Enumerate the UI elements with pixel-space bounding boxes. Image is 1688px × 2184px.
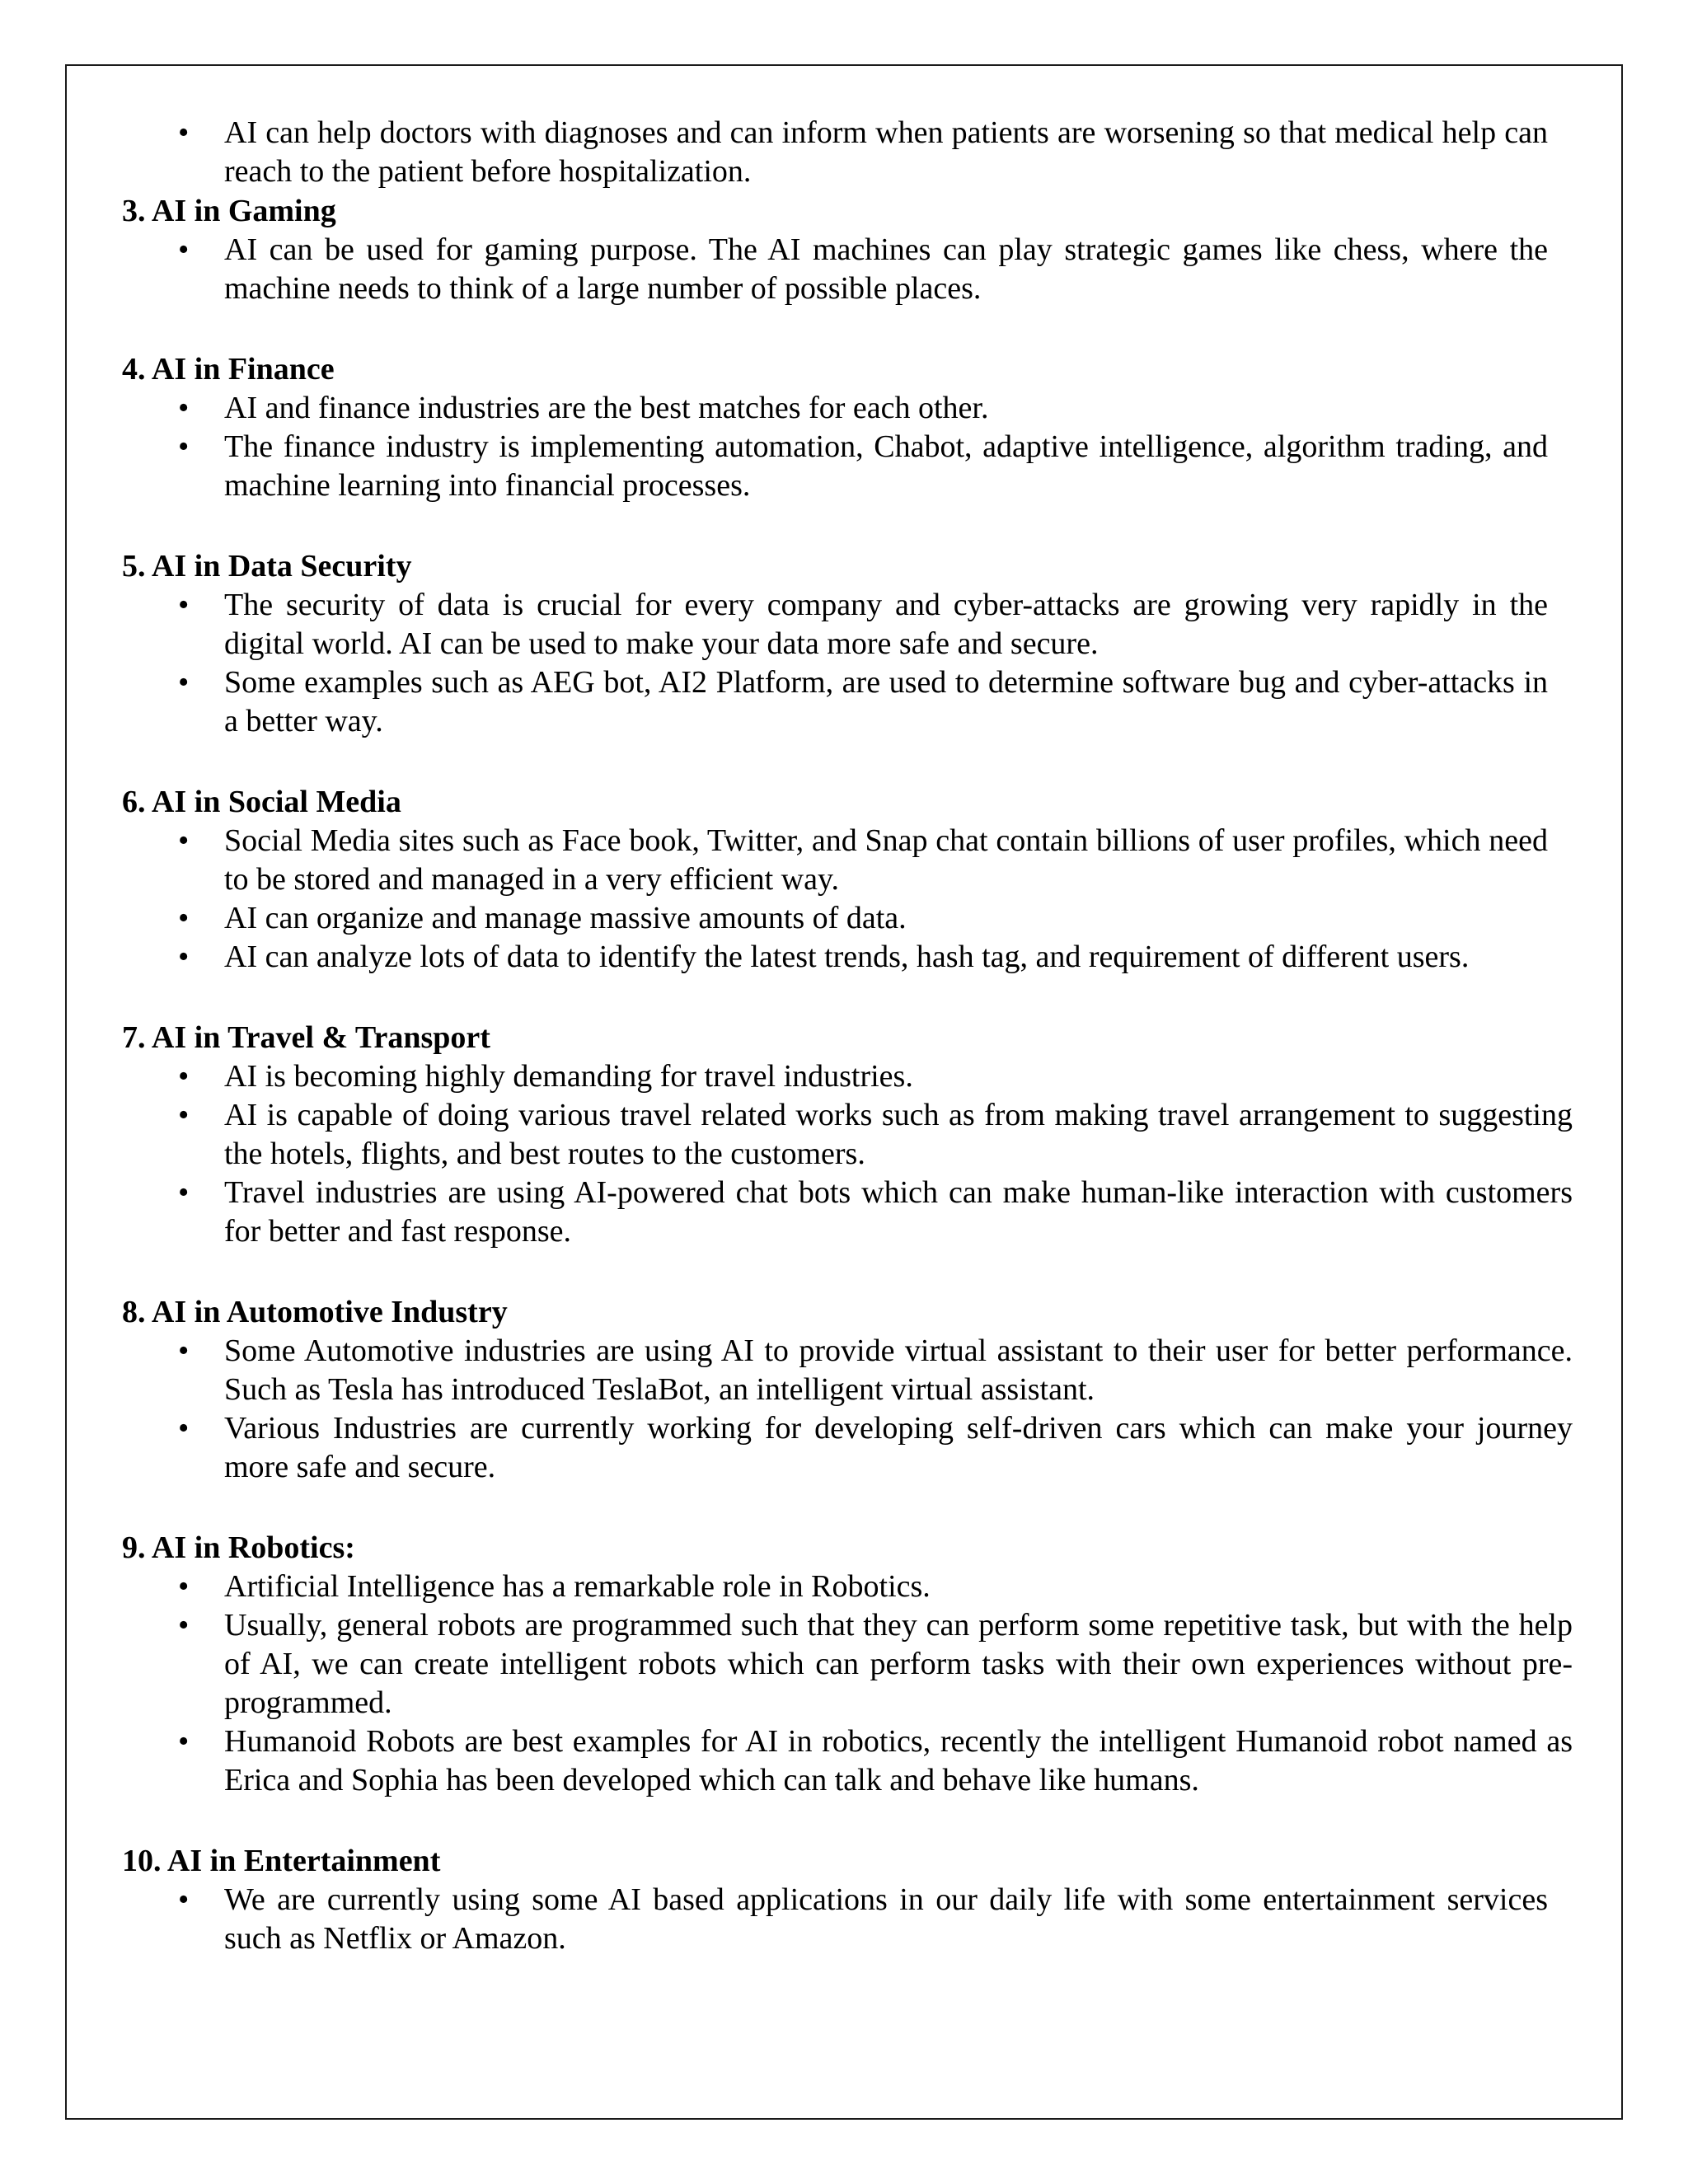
list-item	[122, 389, 1573, 428]
bullet-text: Artificial Intelligence has a remarkable role in Robotics.	[224, 1569, 931, 1604]
list-item	[122, 586, 1573, 663]
bullet-icon: •	[178, 940, 190, 974]
section-heading: 7. AI in Travel & Transport	[122, 1020, 490, 1055]
bullet-list	[122, 1881, 1573, 1958]
bullet-list	[122, 1057, 1573, 1251]
bullet-text: AI is capable of doing various travel related works such as from making travel arrangement to suggesting the hotels, flights, and best routes to the customers.	[224, 1098, 1573, 1171]
bullet-icon: •	[178, 1882, 190, 1917]
bullet-icon: •	[178, 1333, 190, 1368]
list-item	[122, 1568, 1573, 1606]
bullet-text: Travel industries are using AI-powered chat bots which can make human-like interaction with customers for better and fast response.	[224, 1175, 1573, 1249]
list-item	[122, 1174, 1573, 1251]
section-heading: 4. AI in Finance	[122, 352, 335, 387]
bullet-text: AI is becoming highly demanding for travel industries.	[224, 1059, 913, 1094]
section-heading: 3. AI in Gaming	[122, 194, 336, 228]
bullet-text: AI can analyze lots of data to identify the latest trends, hash tag, and requirement of different users.	[224, 940, 1470, 974]
bullet-icon: •	[178, 429, 190, 464]
section-travel-transport	[122, 1018, 1573, 1251]
bullet-text: Social Media sites such as Face book, Twitter, and Snap chat contain billions of user profiles, which need to be stored and managed in a very efficient way.	[224, 823, 1548, 897]
bullet-list	[122, 822, 1573, 977]
list-item	[122, 1332, 1573, 1409]
section-heading: 6. AI in Social Media	[122, 785, 401, 819]
list-item	[122, 1881, 1573, 1958]
list-item	[122, 822, 1573, 899]
bullet-text: The security of data is crucial for every company and cyber-attacks are growing very rapidly in the digital world. AI can be used to make your data more safe and secure.	[224, 588, 1548, 661]
section-robotics	[122, 1528, 1573, 1800]
section-data-security	[122, 546, 1573, 741]
bullet-text: Usually, general robots are programmed such that they can perform some repetitive task, but with the help of AI, we can create intelligent robots which can perform tasks with their own experiences without pre-programmed.	[224, 1608, 1573, 1720]
bullet-text: Some examples such as AEG bot, AI2 Platform, are used to determine software bug and cyber-attacks in a better way.	[224, 665, 1548, 738]
bullet-icon: •	[178, 115, 190, 150]
bullet-icon: •	[178, 588, 190, 622]
list-item	[122, 663, 1573, 741]
bullet-icon: •	[178, 1098, 190, 1132]
list-item	[122, 1057, 1573, 1096]
bullet-text: AI can organize and manage massive amounts of data.	[224, 901, 907, 935]
section-heading: 8. AI in Automotive Industry	[122, 1295, 508, 1329]
bullet-text: AI can be used for gaming purpose. The AI machines can play strategic games like chess, where the machine needs to think of a large number of possible places.	[224, 232, 1548, 306]
bullet-text: We are currently using some AI based applications in our daily life with some entertainment services such as Netflix or Amazon.	[224, 1882, 1548, 1956]
section-heading: 10. AI in Entertainment	[122, 1844, 441, 1878]
bullet-list	[122, 1568, 1573, 1800]
bullet-text: Various Industries are currently working for developing self-driven cars which can make your journey more safe and secure.	[224, 1411, 1573, 1484]
list-item	[122, 231, 1573, 308]
bullet-text: Some Automotive industries are using AI to provide virtual assistant to their user for better performance. Such as Tesla has introduced TeslaBot, an intelligent virtual assistant.	[224, 1333, 1573, 1407]
bullet-icon: •	[178, 232, 190, 267]
list-item	[122, 1606, 1573, 1722]
bullet-text: Humanoid Robots are best examples for AI in robotics, recently the intelligent Humanoid robot named as Erica and Sophia has been developed which can talk and behave like humans.	[224, 1724, 1573, 1797]
bullet-icon: •	[178, 1411, 190, 1446]
intro-bullet-list	[122, 114, 1573, 191]
bullet-list	[122, 586, 1573, 741]
bullet-text: AI and finance industries are the best matches for each other.	[224, 391, 989, 425]
list-item	[122, 114, 1573, 191]
bullet-text: AI can help doctors with diagnoses and can inform when patients are worsening so that medical help can reach to the patient before hospitalization.	[224, 115, 1548, 189]
bullet-icon: •	[178, 823, 190, 858]
section-gaming	[122, 191, 1573, 308]
section-automotive	[122, 1292, 1573, 1487]
bullet-icon: •	[178, 1175, 190, 1210]
bullet-list	[122, 1332, 1573, 1487]
bullet-icon: •	[178, 665, 190, 700]
document-content	[122, 114, 1573, 1958]
bullet-list	[122, 389, 1573, 505]
bullet-icon: •	[178, 1724, 190, 1759]
section-finance	[122, 349, 1573, 505]
section-entertainment	[122, 1841, 1573, 1958]
list-item	[122, 1722, 1573, 1800]
section-heading: 5. AI in Data Security	[122, 549, 412, 583]
list-item	[122, 899, 1573, 938]
section-social-media	[122, 782, 1573, 977]
section-heading: 9. AI in Robotics:	[122, 1530, 355, 1565]
bullet-icon: •	[178, 391, 190, 425]
list-item	[122, 938, 1573, 977]
list-item	[122, 428, 1573, 505]
list-item	[122, 1409, 1573, 1487]
list-item	[122, 1096, 1573, 1174]
bullet-text: The finance industry is implementing automation, Chabot, adaptive intelligence, algorithm trading, and machine learning into financial processes.	[224, 429, 1548, 503]
bullet-icon: •	[178, 1569, 190, 1604]
bullet-icon: •	[178, 1608, 190, 1643]
bullet-icon: •	[178, 1059, 190, 1094]
bullet-list	[122, 231, 1573, 308]
bullet-icon: •	[178, 901, 190, 935]
